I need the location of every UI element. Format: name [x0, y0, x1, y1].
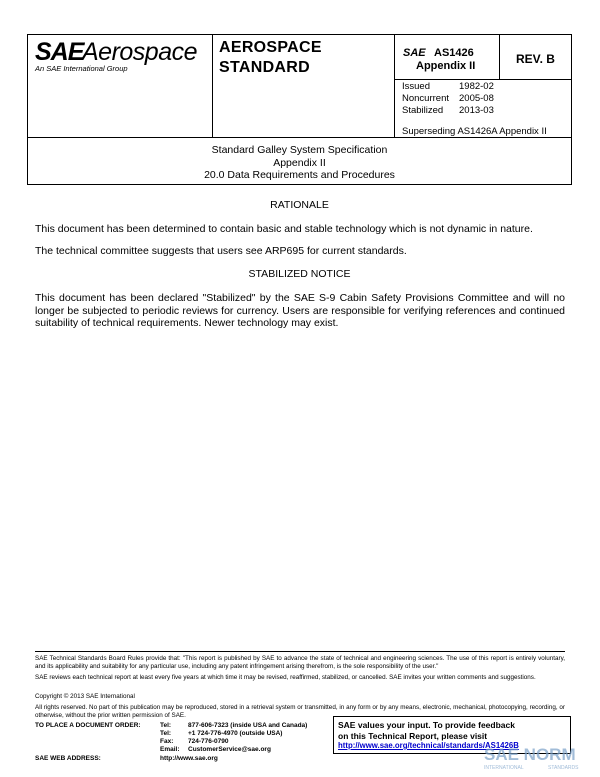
standard-title	[219, 38, 322, 78]
contact-value: +1 724-776-4970 (outside USA)	[188, 730, 283, 737]
watermark	[478, 742, 598, 777]
rationale-heading: RATIONALE	[270, 199, 329, 211]
rationale-paragraph-2: The technical committee suggests that users see ARP695 for current standards.	[35, 245, 407, 257]
contact-label: Email:	[160, 746, 180, 753]
date-row	[402, 81, 494, 93]
standard-title-line-1: AEROSPACE	[219, 39, 322, 56]
dates-block	[402, 81, 494, 117]
doc-title-line-3: 20.0 Data Requirements and Procedures	[204, 169, 395, 181]
footer-rights-note: All rights reserved. No part of this publication may be reproduced, stored in a retrieval system or transmitted, in any form or by any means, electronic, mechanical, photocopying, recording, or otherwise, without the prior written permission of SAE.	[35, 704, 565, 719]
contact-email-link[interactable]: CustomerService@sae.org	[188, 746, 271, 753]
header-divider-logo	[212, 35, 213, 137]
order-label: TO PLACE A DOCUMENT ORDER:	[35, 722, 141, 729]
contact-value: 724-776-0790	[188, 738, 229, 745]
feedback-line-1: SAE values your input. To provide feedback	[338, 720, 515, 730]
doc-brand: SAE	[403, 47, 426, 59]
doc-number: AS1426	[434, 47, 474, 59]
date-row	[402, 93, 494, 105]
rationale-paragraph-1: This document has been determined to contain basic and stable technology which is not dynamic in nature.	[35, 223, 533, 235]
feedback-link[interactable]: http://www.sae.org/technical/standards/AS1426B	[338, 741, 519, 750]
logo-brand: SAE	[35, 38, 84, 66]
date-label: Issued	[402, 81, 430, 92]
date-label: Noncurrent	[402, 93, 449, 104]
superseding-note: Superseding AS1426A Appendix II	[402, 126, 547, 137]
watermark-sub-2: STANDARDS	[548, 765, 579, 771]
stabilized-heading: STABILIZED NOTICE	[248, 268, 351, 280]
contact-label: Fax:	[160, 738, 174, 745]
doc-appendix: Appendix II	[416, 60, 476, 72]
watermark-brand: SAE NORM	[484, 745, 576, 764]
footer-copyright: Copyright © 2013 SAE International	[35, 693, 135, 700]
doc-title-line-1: Standard Galley System Specification	[211, 144, 388, 156]
standard-title-line-2: STANDARD	[219, 59, 310, 76]
stabilized-paragraph: This document has been declared "Stabilized" by the SAE S-9 Cabin Safety Provisions Committee and will no longer be subjected to periodic reviews for currency. Users are responsible for verifying references and continued suitability of technical requirements. Newer technology may exist.	[35, 292, 565, 329]
date-label: Stabilized	[402, 105, 444, 116]
contact-value: 877-606-7323 (inside USA and Canada)	[188, 722, 308, 729]
header-divider-rev	[499, 35, 500, 79]
header-divider-title	[394, 35, 395, 137]
contact-label: Tel:	[160, 722, 172, 729]
footer-review-note: SAE reviews each technical report at least every five years at which time it may be revised, reaffirmed, stabilized, or cancelled. SAE invites your written comments and suggestions.	[35, 674, 536, 681]
date-value: 1982-02	[459, 81, 494, 92]
logo-name: Aerospace	[82, 38, 198, 66]
contact-label: Tel:	[160, 730, 172, 737]
web-address-link[interactable]: http://www.sae.org	[160, 755, 218, 762]
feedback-line-2: on this Technical Report, please visit	[338, 730, 488, 741]
footer-rules-note: SAE Technical Standards Board Rules provide that: "This report is published by SAE to advance the state of technical and engineering sciences. The use of this report is entirely voluntary, and its applicability and suitability for any particular use, including any patent infringement arising therefrom, is the sole responsibility of the user."	[35, 655, 565, 670]
footer-rule	[35, 651, 565, 652]
logo-tagline: An SAE International Group	[35, 64, 128, 73]
doc-title-line-2: Appendix II	[273, 157, 326, 169]
header-divider-dates	[394, 79, 572, 80]
web-address-label: SAE WEB ADDRESS:	[35, 755, 101, 762]
date-value: 2005-08	[459, 93, 494, 104]
date-value: 2013-03	[459, 105, 494, 116]
watermark-sub-1: INTERNATIONAL	[484, 765, 524, 771]
date-row	[402, 105, 494, 117]
revision-label: REV. B	[516, 52, 555, 66]
watermark-logo-icon	[478, 742, 598, 772]
